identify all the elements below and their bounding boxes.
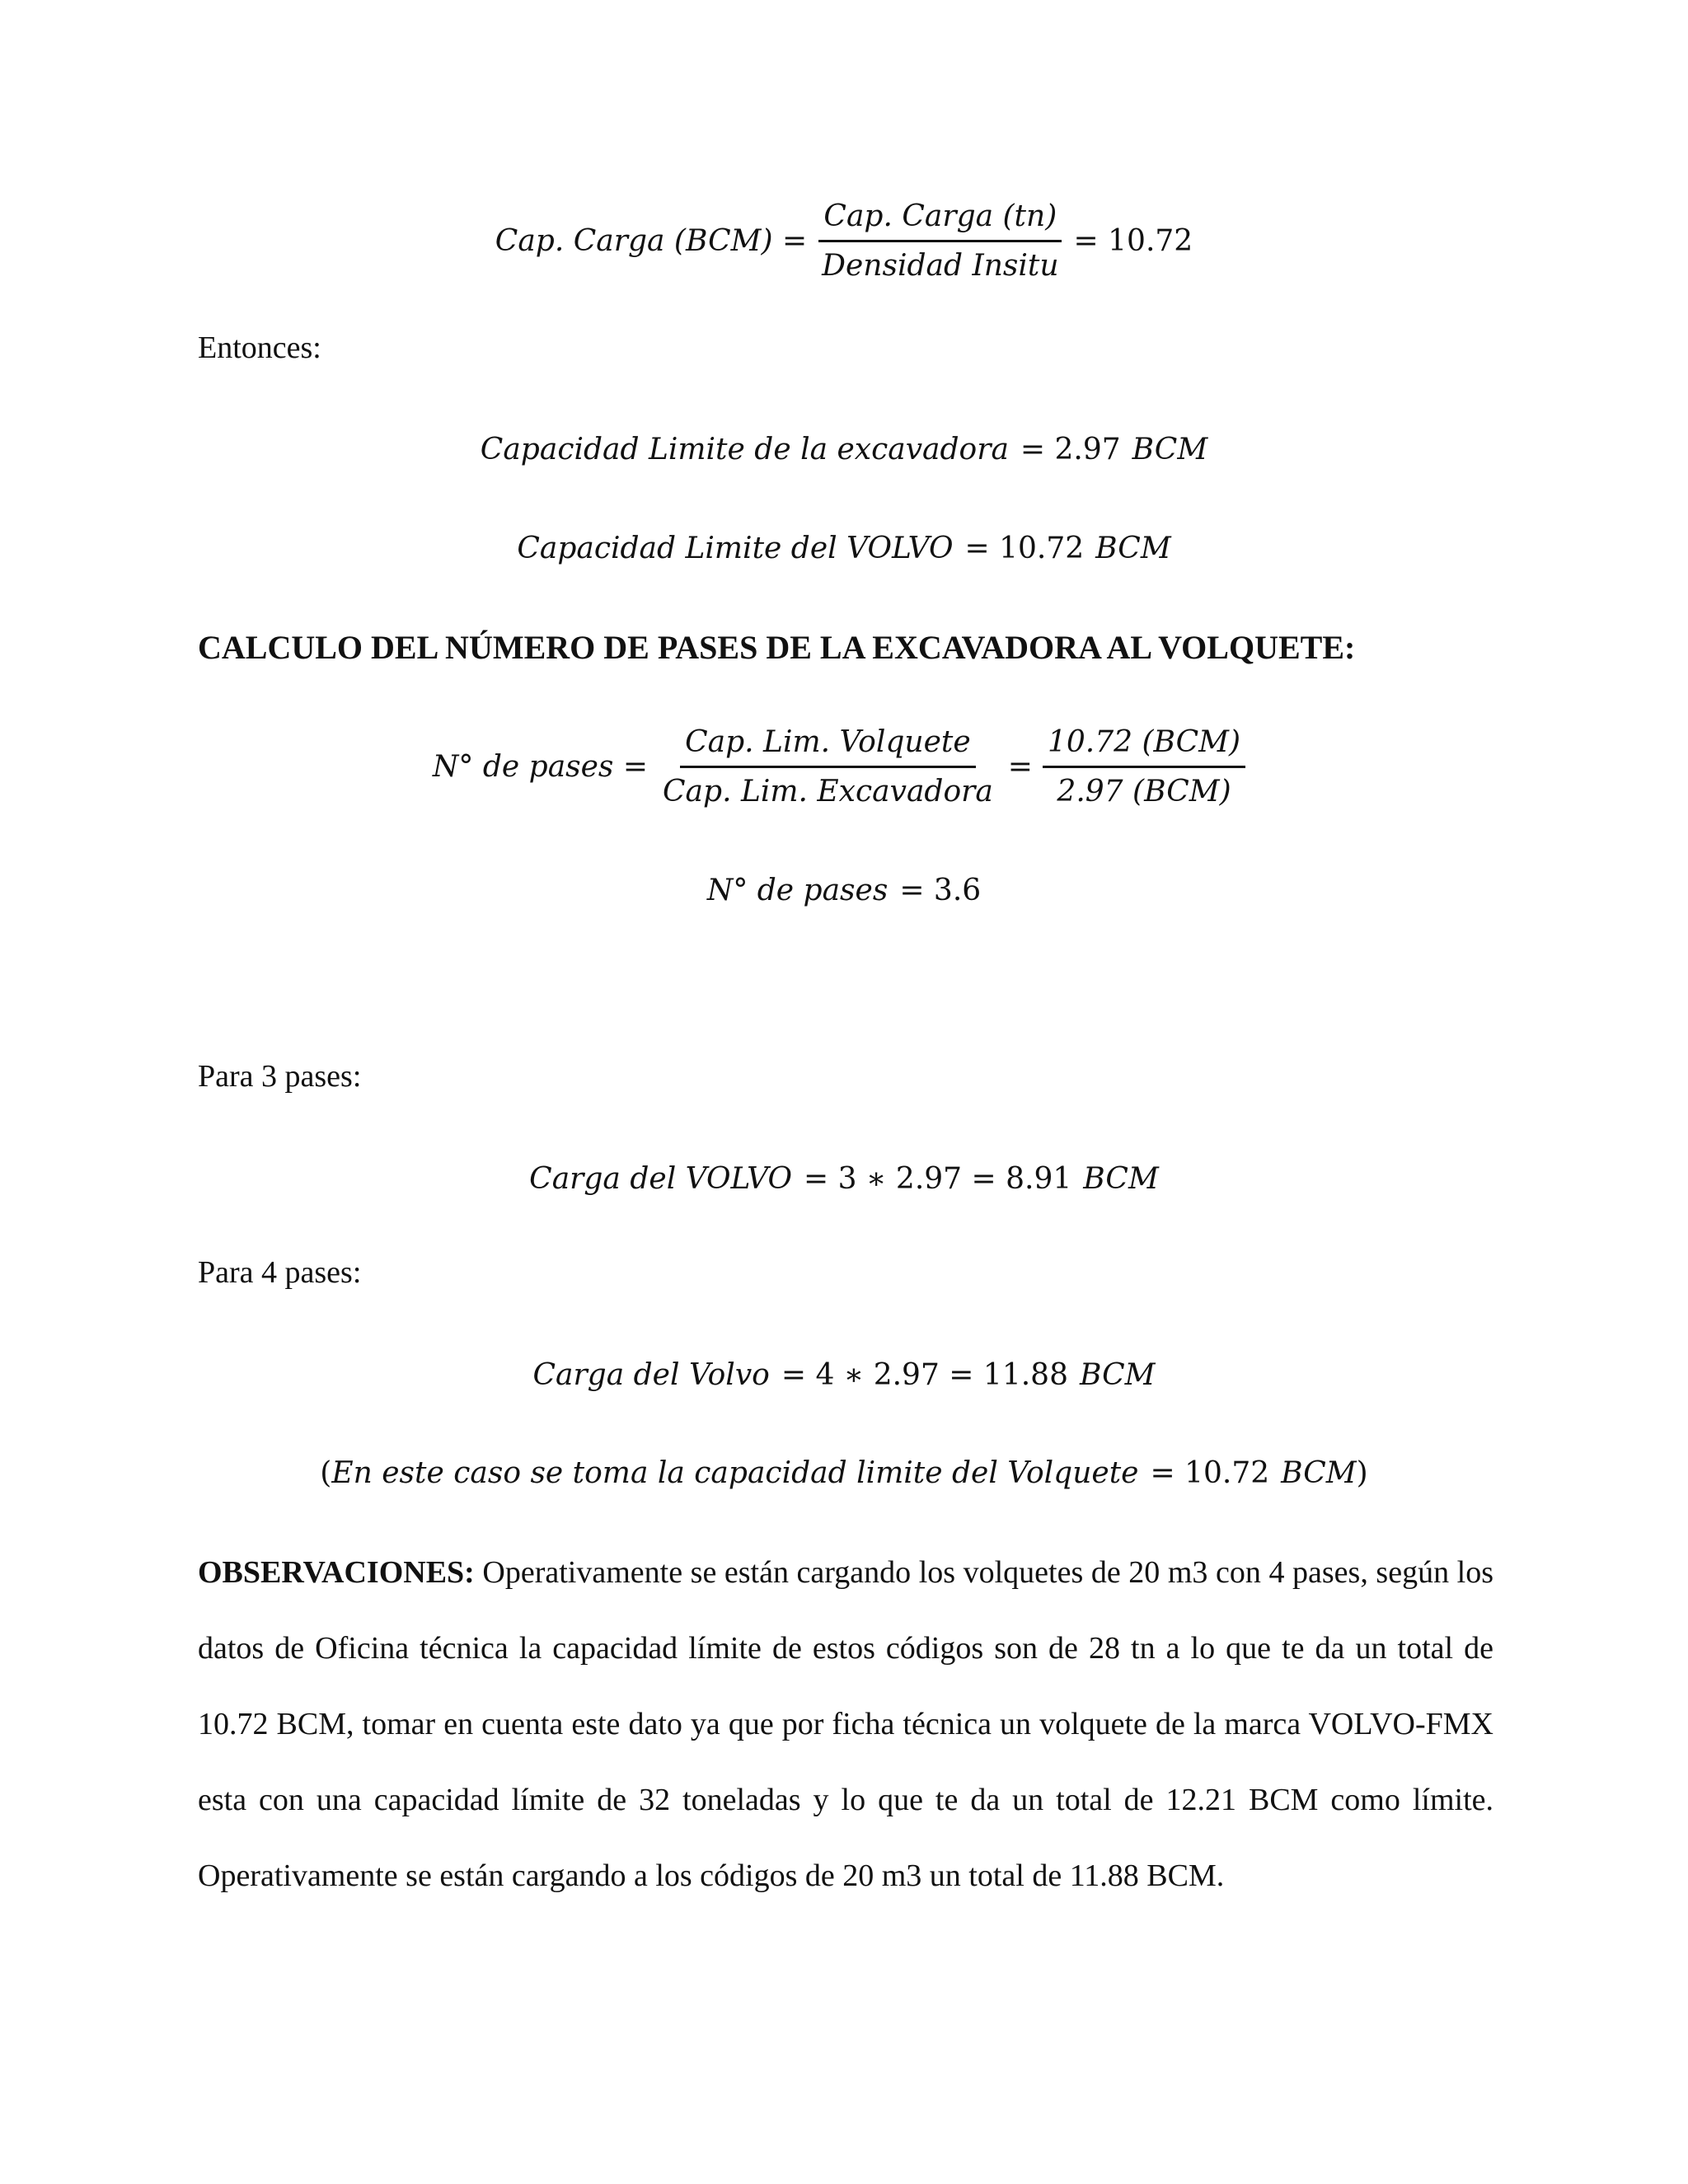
eq2-rhs: = 2.97 [1020,432,1121,466]
eq4-numerator-1: Cap. Lim. Volquete [680,725,976,768]
eq4-fraction-2 [1043,725,1245,808]
equation-cap-carga-bcm [0,191,1688,290]
observaciones-paragraph [198,1535,1493,1914]
eq3-label: Capacidad Limite del VOLVO [517,531,954,565]
eq1-numerator: Cap. Carga (tn) [818,199,1062,242]
eq4-numerator-2: 10.72 (BCM) [1043,725,1245,768]
eq3-rhs: = 10.72 [964,531,1085,565]
eq1-denominator: Densidad Insitu [822,248,1059,283]
eq8-rhs: = 10.72 [1150,1455,1270,1490]
entonces-text: Entonces: [198,330,321,365]
eq6-rhs: = 3 ∗ 2.97 = 8.91 [804,1161,1072,1196]
equation-pases-result [0,865,1688,915]
section-heading: CALCULO DEL NÚMERO DE PASES DE LA EXCAVADORA AL VOLQUETE: [198,629,1356,666]
eq8-unit: BCM [1281,1455,1357,1490]
eq2-unit: BCM [1132,432,1208,466]
eq1-fraction [817,199,1063,283]
eq7-lhs: Carga del Volvo [532,1357,770,1392]
para-3-pases-text: Para 3 pases: [198,1059,362,1094]
eq6-lhs: Carga del VOLVO [529,1161,793,1196]
observaciones-label: OBSERVACIONES: [198,1555,475,1590]
eq7-unit: BCM [1079,1357,1156,1392]
eq4-fraction-1 [658,725,998,808]
observaciones-body: Operativamente se están cargando los volquetes de 20 m3 con 4 pases, según los datos de Oficina técnica la capacidad límite de estos códigos son de 28 tn a lo que te da un total de 10.72 BCM, tomar en cuenta este dato ya que por ficha técnica un volquete de la marca VOLVO-FMX esta con una capacidad límite de 32 toneladas y lo que te da un total de 12.21 BCM como límite. Operativamente se están cargando a los códigos de 20 m3 un total de 11.88 BCM. [198,1555,1493,1893]
eq4-lhs: N° de pases = [432,749,649,784]
equation-capacidad-excavadora [0,424,1688,474]
eq5-rhs: = 3.6 [899,873,982,907]
equation-note-volquete [0,1448,1688,1497]
eq7-rhs: = 4 ∗ 2.97 = 11.88 [781,1357,1068,1392]
eq4-denominator-2: 2.97 (BCM) [1057,774,1231,808]
eq6-unit: BCM [1083,1161,1159,1196]
eq8-open-paren: ( [320,1455,332,1490]
eq5-lhs: N° de pases [706,873,889,907]
para-4-pases-text: Para 4 pases: [198,1255,362,1290]
eq1-lhs: Cap. Carga (BCM) = [495,223,808,258]
equation-numero-pases [0,717,1688,816]
eq8-text: En este caso se toma la capacidad limite del Volquete [331,1455,1139,1490]
equation-carga-3-pases [0,1154,1688,1203]
eq4-equals: = [1007,749,1033,784]
eq4-denominator-1: Cap. Lim. Excavadora [663,774,993,808]
eq8-close-paren: ) [1356,1455,1368,1490]
eq1-rhs: = 10.72 [1073,223,1193,258]
equation-capacidad-volvo [0,523,1688,573]
eq3-unit: BCM [1095,531,1171,565]
equation-carga-4-pases [0,1350,1688,1399]
eq2-label: Capacidad Limite de la excavadora [480,432,1009,466]
